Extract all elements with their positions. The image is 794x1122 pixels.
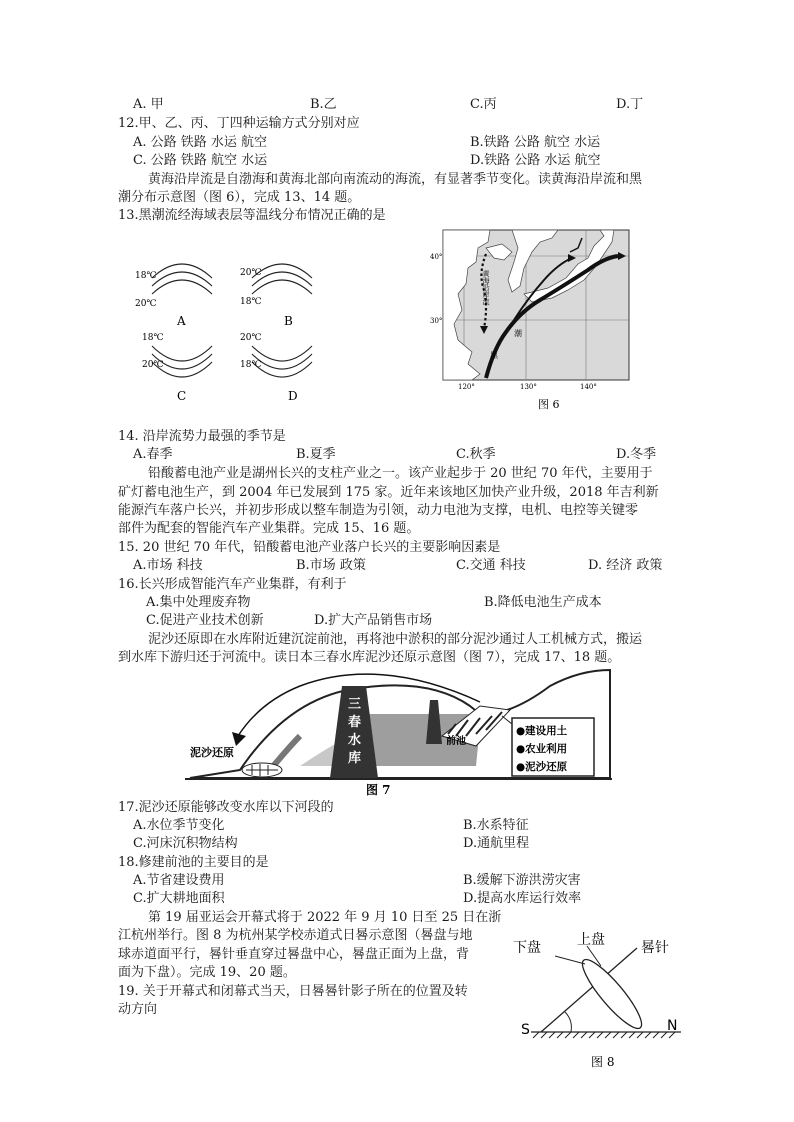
q18-option-c: C.扩大耕地面积	[133, 891, 225, 906]
isotherm-a	[135, 264, 212, 328]
q11-option-b: B.乙	[310, 97, 337, 112]
q16-stem: 16.长兴形成智能汽车产业集群，有利于	[118, 577, 347, 592]
q17-option-b: B.水系特征	[463, 818, 529, 833]
iso-c-top: 18℃	[142, 333, 164, 343]
iso-b-label: B	[284, 314, 293, 328]
fig8-north-label: N	[667, 1018, 678, 1034]
figure-8-sundial	[505, 928, 685, 1074]
iso-d-top: 20℃	[240, 333, 262, 343]
q13-stem: 13.黑潮流经海域表层等温线分布情况正确的是	[118, 208, 386, 223]
q12-stem: 12.甲、乙、丙、丁四种运输方式分别对应	[118, 116, 360, 131]
intro-17-line1: 泥沙还原即在水库附近建沉淀前池，再将池中淤积的部分泥沙通过人工机械方式，搬运	[148, 632, 643, 647]
fig7-dam-char-3: 水	[348, 733, 362, 748]
fig6-lat-40: 40°	[430, 253, 443, 261]
q16-option-c: C.促进产业技术创新	[146, 613, 264, 628]
fig7-legend-2: ●农业利用	[516, 743, 568, 755]
fig6-kuroshio-label-1: 潮	[514, 329, 522, 338]
fig8-south-label: S	[521, 1022, 530, 1038]
q15-option-d: D. 经济 政策	[588, 558, 663, 573]
q19-stem-line2: 动方向	[118, 1002, 158, 1017]
fig6-lon-140: 140°	[580, 383, 597, 391]
q17-option-d: D.通航里程	[463, 836, 530, 851]
iso-a-bottom: 20℃	[135, 299, 157, 309]
q17-stem: 17.泥沙还原能够改变水库以下河段的	[118, 800, 334, 815]
fig7-pool-label: 前池	[446, 736, 466, 747]
q16-option-b: B.降低电池生产成本	[484, 595, 602, 610]
fig8-gnomon-label: 晷针	[641, 940, 669, 956]
isotherm-d	[240, 333, 312, 403]
isotherm-options	[130, 248, 330, 408]
q17-option-c: C.河床沉积物结构	[133, 836, 238, 851]
fig7-legend-1: ●建设用土	[516, 725, 568, 737]
iso-a-top: 18℃	[135, 271, 157, 281]
q15-stem: 15. 20 世纪 70 年代，铅酸蓄电池产业落户长兴的主要影响因素是	[118, 540, 501, 555]
iso-d-label: D	[288, 389, 298, 403]
q12-option-a: A. 公路 铁路 水运 航空	[133, 135, 268, 150]
fig6-lat-30: 30°	[430, 317, 443, 325]
fig6-yellow-sea-label: 黄海沿岸流	[482, 270, 490, 305]
figure-7-diagram	[180, 666, 620, 798]
iso-b-top: 20℃	[240, 268, 262, 278]
iso-d-bottom: 18℃	[240, 360, 262, 370]
q14-option-a: A.春季	[133, 447, 173, 462]
q11-option-d: D.丁	[616, 97, 644, 112]
fig7-caption: 图 7	[366, 783, 391, 797]
fig7-restore-label: 泥沙还原	[190, 746, 234, 759]
q18-stem: 18.修建前池的主要目的是	[118, 855, 269, 870]
q15-option-a: A.市场 科技	[133, 558, 203, 573]
q19-stem-line1: 19. 关于开幕式和闭幕式当天，日晷晷针影子所在的位置及转	[118, 984, 468, 999]
intro-13-line1: 黄海沿岸流是自渤海和黄海北部向南流动的海流，有显著季节变化。读黄海沿岸流和黑	[148, 172, 643, 187]
fig8-caption: 图 8	[591, 1055, 615, 1069]
q16-option-a: A.集中处理废弃物	[146, 595, 251, 610]
q11-option-c: C.丙	[470, 97, 497, 112]
intro-15-line4: 部件为配套的智能汽车产业集群。完成 15、16 题。	[118, 521, 420, 536]
intro-19-line2: 江杭州举行。图 8 为杭州某学校赤道式日晷示意图（晷盘与地	[118, 928, 473, 943]
fig7-dam-char-2: 春	[348, 715, 362, 730]
q12-option-d: D.铁路 公路 水运 航空	[470, 153, 601, 168]
q14-option-b: B.夏季	[296, 447, 336, 462]
fig6-kuroshio-label-2: 黑	[490, 351, 498, 360]
fig7-legend-3: ●泥沙还原	[516, 761, 568, 773]
iso-b-bottom: 18℃	[240, 297, 262, 307]
q18-option-b: B.缓解下游洪涝灾害	[463, 873, 581, 888]
isotherm-b	[240, 264, 312, 328]
intro-19-line3: 球赤道面平行，晷针垂直穿过晷盘中心，晷盘正面为上盘，背	[118, 947, 470, 962]
fig6-caption: 图 6	[538, 398, 560, 411]
fig7-dam-char-1: 三	[348, 697, 362, 712]
q12-option-b: B.铁路 公路 航空 水运	[470, 135, 601, 150]
q14-option-c: C.秋季	[456, 447, 496, 462]
intro-13-line2: 潮分布示意图（图 6），完成 13、14 题。	[118, 190, 361, 205]
iso-c-label: C	[177, 389, 187, 403]
q14-option-d: D.冬季	[616, 447, 657, 462]
q15-option-b: B.市场 政策	[296, 558, 366, 573]
iso-a-label: A	[177, 314, 186, 328]
q16-option-d: D.扩大产品销售市场	[314, 613, 433, 628]
q17-option-a: A.水位季节变化	[133, 818, 225, 833]
q15-option-c: C.交通 科技	[456, 558, 526, 573]
fig7-dam-char-4: 库	[348, 751, 362, 766]
intro-19-line4: 面为下盘）。完成 19、20 题。	[118, 965, 296, 980]
intro-19-line1: 第 19 届亚运会开幕式将于 2022 年 9 月 10 日至 25 日在浙	[148, 910, 502, 925]
fig6-lon-130: 130°	[520, 383, 537, 391]
q12-option-c: C. 公路 铁路 航空 水运	[133, 153, 268, 168]
fig8-upper-plate-label: 上盘	[577, 932, 605, 948]
intro-15-line2: 矿灯蓄电池生产，到 2004 年已发展到 175 家。近年来该地区加快产业升级，2018 年吉利新	[118, 485, 659, 500]
figure-6-map	[428, 228, 634, 413]
q11-option-a: A. 甲	[133, 97, 164, 112]
intro-15-line3: 能源汽车落户长兴，并初步形成以整车制造为引领，动力电池为支撑，电机、电控等关键零	[118, 503, 639, 518]
q18-option-d: D.提高水库运行效率	[463, 891, 582, 906]
fig8-lower-plate-label: 下盘	[513, 940, 541, 956]
fig6-lon-120: 120°	[458, 383, 475, 391]
q18-option-a: A.节省建设费用	[133, 873, 225, 888]
intro-17-line2: 到水库下游归还于河流中。读日本三春水库泥沙还原示意图（图 7），完成 17、18 题。	[118, 650, 621, 665]
q14-stem: 14. 沿岸流势力最强的季节是	[118, 429, 286, 444]
isotherm-c	[142, 333, 212, 403]
iso-c-bottom: 20℃	[142, 360, 164, 370]
intro-15-line1: 铅酸蓄电池产业是湖州长兴的支柱产业之一。该产业起步于 20 世纪 70 年代，主要用于	[148, 466, 653, 481]
